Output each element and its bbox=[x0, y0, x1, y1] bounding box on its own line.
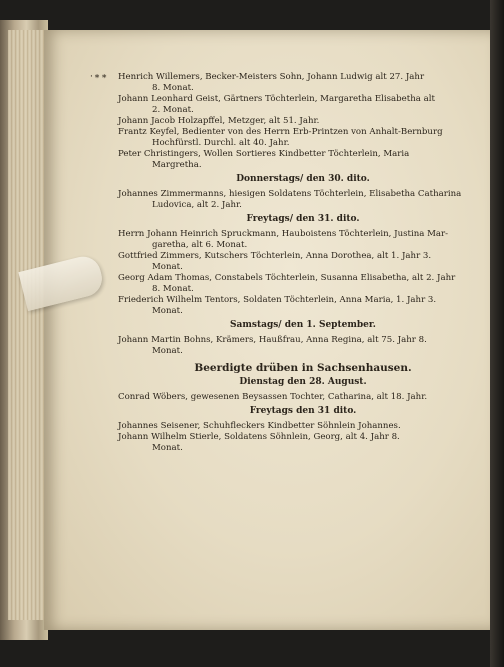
entry-group-c bbox=[118, 229, 488, 317]
burial-entry bbox=[118, 421, 488, 432]
burial-entry bbox=[118, 149, 488, 171]
heading-freytag: Freytags/ den 31. dito. bbox=[246, 214, 360, 224]
entry-group-e bbox=[118, 392, 488, 403]
burial-entry bbox=[118, 432, 488, 454]
entry-line: Herrn Johann Heinrich Spruckmann, Hauboistens Töchterlein, Justina Mar- bbox=[118, 229, 449, 239]
burial-entry bbox=[118, 94, 488, 116]
heading-sachsenhausen: Beerdigte drüben in Sachsenhausen. bbox=[194, 362, 412, 374]
entry-group-f bbox=[118, 421, 488, 454]
entry-line: Johannes Zimmermanns, hiesigen Soldatens Töchterlein, Elisabetha Catharina bbox=[118, 189, 462, 199]
entry-continuation: Monat. bbox=[152, 443, 183, 453]
burial-entry bbox=[118, 392, 488, 403]
entry-continuation: Monat. bbox=[152, 262, 183, 272]
heading-donnerstag: Donnerstags/ den 30. dito. bbox=[236, 174, 370, 184]
entry-continuation: 8. Monat. bbox=[152, 83, 194, 93]
entry-continuation: Margretha. bbox=[152, 160, 202, 170]
entry-line: Henrich Willemers, Becker-Meisters Sohn, Johann Ludwig alt 27. Jahr bbox=[118, 72, 425, 82]
entry-line: Gottfried Zimmers, Kutschers Töchterlein, Anna Dorothea, alt 1. Jahr 3. bbox=[118, 251, 432, 261]
burial-entry bbox=[118, 335, 488, 357]
burial-entry bbox=[118, 251, 488, 273]
heading-freytags-2: Freytags den 31 dito. bbox=[249, 406, 357, 416]
heading-dienstag: Dienstag den 28. August. bbox=[239, 377, 367, 387]
entry-continuation: Ludovica, alt 2. Jahr. bbox=[152, 200, 242, 210]
burial-entry bbox=[118, 116, 488, 127]
entry-continuation: 2. Monat. bbox=[152, 105, 194, 115]
entry-continuation: 8. Monat. bbox=[152, 284, 194, 294]
page-text bbox=[90, 72, 488, 454]
burial-entry bbox=[118, 127, 488, 149]
burial-entry bbox=[90, 72, 488, 94]
entry-line: Johann Martin Bohns, Krämers, Haußfrau, Anna Regina, alt 75. Jahr 8. bbox=[118, 335, 427, 345]
margin-marks: ·∗∗ bbox=[90, 72, 109, 82]
page-stack bbox=[8, 30, 48, 620]
entry-line: Conrad Wöbers, gewesenen Beysassen Tochter, Catharina, alt 18. Jahr. bbox=[118, 392, 428, 402]
entry-line: Johann Leonhard Geist, Gärtners Töchterlein, Margaretha Elisabetha alt bbox=[118, 94, 435, 104]
entry-line: Johannes Seisener, Schuhfleckers Kindbetter Söhnlein Johannes. bbox=[118, 421, 401, 431]
burial-entry bbox=[118, 189, 488, 211]
burial-entry bbox=[118, 295, 488, 317]
burial-entry bbox=[118, 229, 488, 251]
entry-line: Johann Wilhelm Stierle, Soldatens Söhnlein, Georg, alt 4. Jahr 8. bbox=[118, 432, 400, 442]
burial-entry bbox=[118, 273, 488, 295]
entry-continuation: Hochfürstl. Durchl. alt 40. Jahr. bbox=[152, 138, 290, 148]
entry-line: Frantz Keyfel, Bedienter von des Herrn Erb-Printzen von Anhalt-Bernburg bbox=[118, 127, 443, 137]
entry-line: Friederich Wilhelm Tentors, Soldaten Töchterlein, Anna Maria, 1. Jahr 3. bbox=[118, 295, 437, 305]
entry-group-b bbox=[118, 189, 488, 211]
entry-continuation: Monat. bbox=[152, 346, 183, 356]
entry-continuation: garetha, alt 6. Monat. bbox=[152, 240, 248, 250]
entry-line: Georg Adam Thomas, Constabels Töchterlein, Susanna Elisabetha, alt 2. Jahr bbox=[118, 273, 456, 283]
entry-continuation: Monat. bbox=[152, 306, 183, 316]
heading-samstag: Samstags/ den 1. September. bbox=[230, 320, 376, 330]
entry-group-a bbox=[90, 72, 488, 171]
entry-line: Johann Jacob Holzapffel, Metzger, alt 51. Jahr. bbox=[118, 116, 320, 126]
book-spine bbox=[490, 0, 504, 667]
entry-line: Peter Christingers, Wollen Sortieres Kindbetter Töchterlein, Maria bbox=[118, 149, 410, 159]
entry-group-d bbox=[118, 335, 488, 357]
